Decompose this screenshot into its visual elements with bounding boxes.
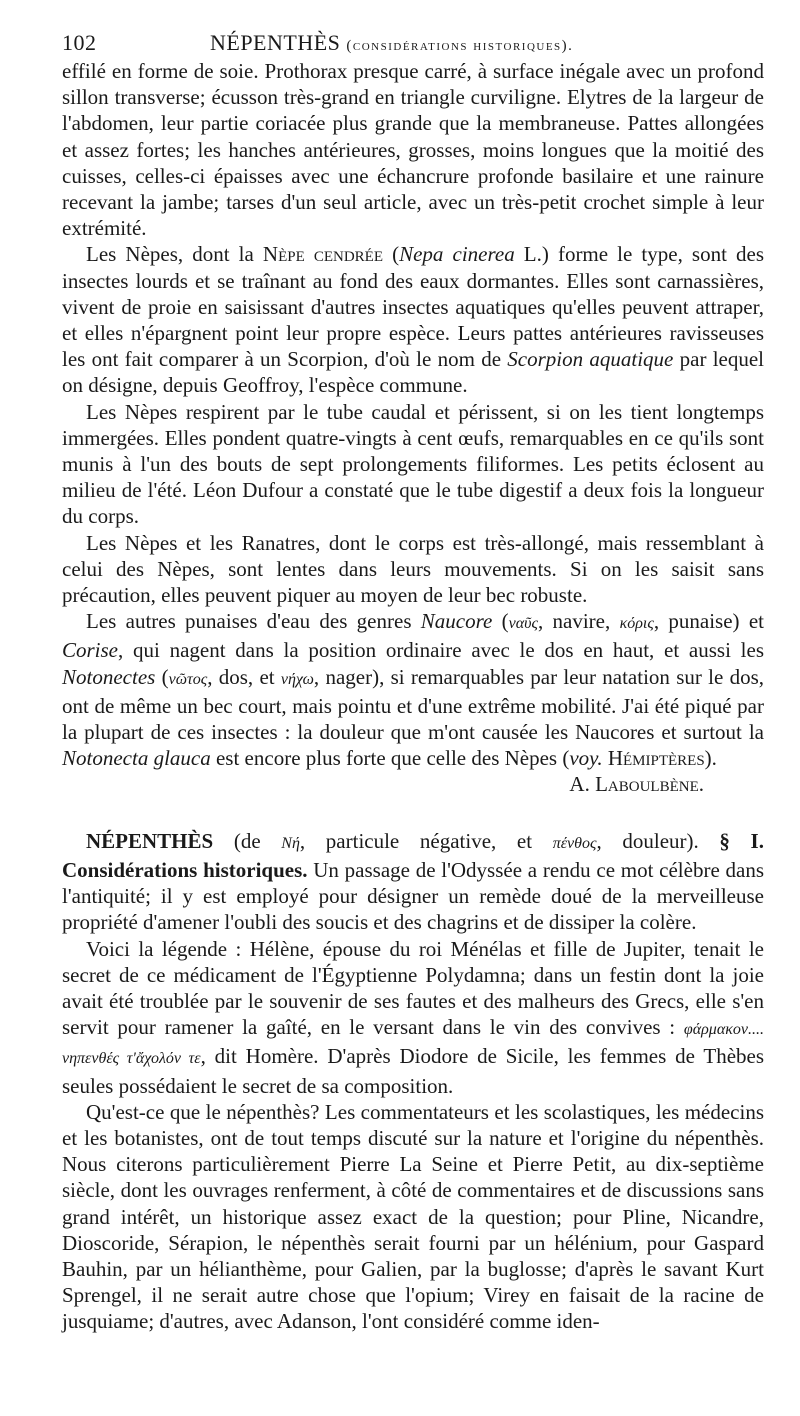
section-heading: § I. Considérations historiques. (62, 828, 764, 882)
paragraph-4: Les Nèpes et les Ranatres, dont le corps est très-allongé, mais ressemblant à celui des Nèpes, sont lentes dans leurs mouvements. Si on les saisit sans précaution, elles peuvent piquer au moyen de leur bec robuste. (62, 530, 764, 608)
page-number: 102 (62, 30, 97, 55)
page (62, 30, 764, 1335)
entry-headword: NÉPENTHÈS (86, 828, 214, 853)
header-subtitle: (considérations historiques). (346, 38, 574, 54)
running-header (62, 30, 764, 58)
paragraph-8: Qu'est-ce que le népenthès? Les commentateurs et les scolastiques, les médecins et les botanistes, ont de tout temps discuté sur la nature et l'origine du népenthès. Nous citerons particulièrement Pierre La Seine et Pierre Petit, au dix-septième siècle, dont les ouvrages renferment, à côté de commentaires et de discussions sans grand intérêt, un historique assez exact de la question; pour Pline, Nicandre, Dioscoride, Sérapion, le népenthès serait fourni par un hélénium, pour Gaspard Bauhin, par un hélianthème, pour Galien, par la buglosse; d'après le savant Kurt Sprengel, il ne serait autre chose que l'opium; Virey en faisait de la racine de jusquiame; d'autres, avec Adanson, l'ont considéré comme iden- (62, 1099, 764, 1334)
author-signature: A. Laboulbène. (569, 772, 704, 797)
paragraph-2: Les Nèpes, dont la Nèpe cendrée (Nepa cinerea L.) forme le type, sont des insectes lourds et se traînant au fond des eaux dormantes. Elles sont carnassières, vivent de proie en saisissant d'autres insectes aquatiques qu'elles peuvent attraper, et elles n'épargnent point leur propre espèce. Leurs pattes antérieures ravisseuses les ont fait comparer à un Scorpion, d'où le nom de Scorpion aquatique par lequel on désigne, depuis Geoffroy, l'espèce commune. (62, 242, 765, 398)
paragraph-5: Les autres punaises d'eau des genres Naucore (ναῦς, navire, κόρις, punaise) et Corise, qui nagent dans la position ordinaire avec le dos en haut, et aussi les Notonectes (νῶτος, dos, et νήχω, nager), si remarquables par leur natation sur le dos, ont de même un bec court, mais pointu et d'une extrême mobilité. J'ai été piqué par la plupart de ces insectes : la douleur que m'ont causée les Naucores et surtout la Notonecta glauca est encore plus forte que celle des Nèpes (voy. Hémiptères). (62, 609, 764, 771)
paragraph-3: Les Nèpes respirent par le tube caudal et périssent, si on les tient longtemps immergées. Elles pondent quatre-vingts à cent œufs, remarquables en ce qu'ils sont munis à l'un des bouts de sept prolongements filiformes. Les petits éclosent au milieu de l'été. Léon Dufour a constaté que le tube digestif a deux fois la longueur du corps. (62, 399, 764, 529)
paragraph-1: effilé en forme de soie. Prothorax presque carré, à surface inégale avec un profond sillon transverse; écusson très-grand en triangle curviligne. Elytres de la largeur de l'abdomen, leur partie coriacée plus grande que la membraneuse. Pattes allongées et assez fortes; les hanches antérieures, grosses, moins longues que la moitié des cuisses, celles-ci épaisses avec une échancrure profonde basilaire et une rainure recevant la jambe; tarses d'un seul article, avec un très-petit crochet simple à leur extrémité. (62, 59, 764, 241)
paragraph-7: Voici la légende : Hélène, épouse du roi Ménélas et fille de Jupiter, tenait le secret de ce médicament de l'Égyptienne Polydamna; dans un festin dont la joie avait été troublée par le souvenir de ses fautes et des malheurs des Grecs, elle s'en servit pour ramener la gaîté, en le versant dans le vin des convives : φάρμακον.... νηπενθές τ'ἄχολόν τε, dit Homère. D'après Diodore de Sicile, les femmes de Thèbes seules possédaient le secret de sa composition. (62, 936, 765, 1098)
header-title: NÉPENTHÈS (considérations historiques). (210, 30, 574, 55)
section-gap (62, 798, 764, 828)
paragraph-6: NÉPENTHÈS (de Νή, particule négative, et πένθος, douleur). § I. Considérations historiques. Un passage de l'Odyssée a rendu ce mot célèbre dans l'antiquité; il y est employé pour désigner un remède doué de la merveilleuse propriété d'amener l'oubli des soucis et des chagrins et de dissiper la colère. (62, 828, 764, 935)
